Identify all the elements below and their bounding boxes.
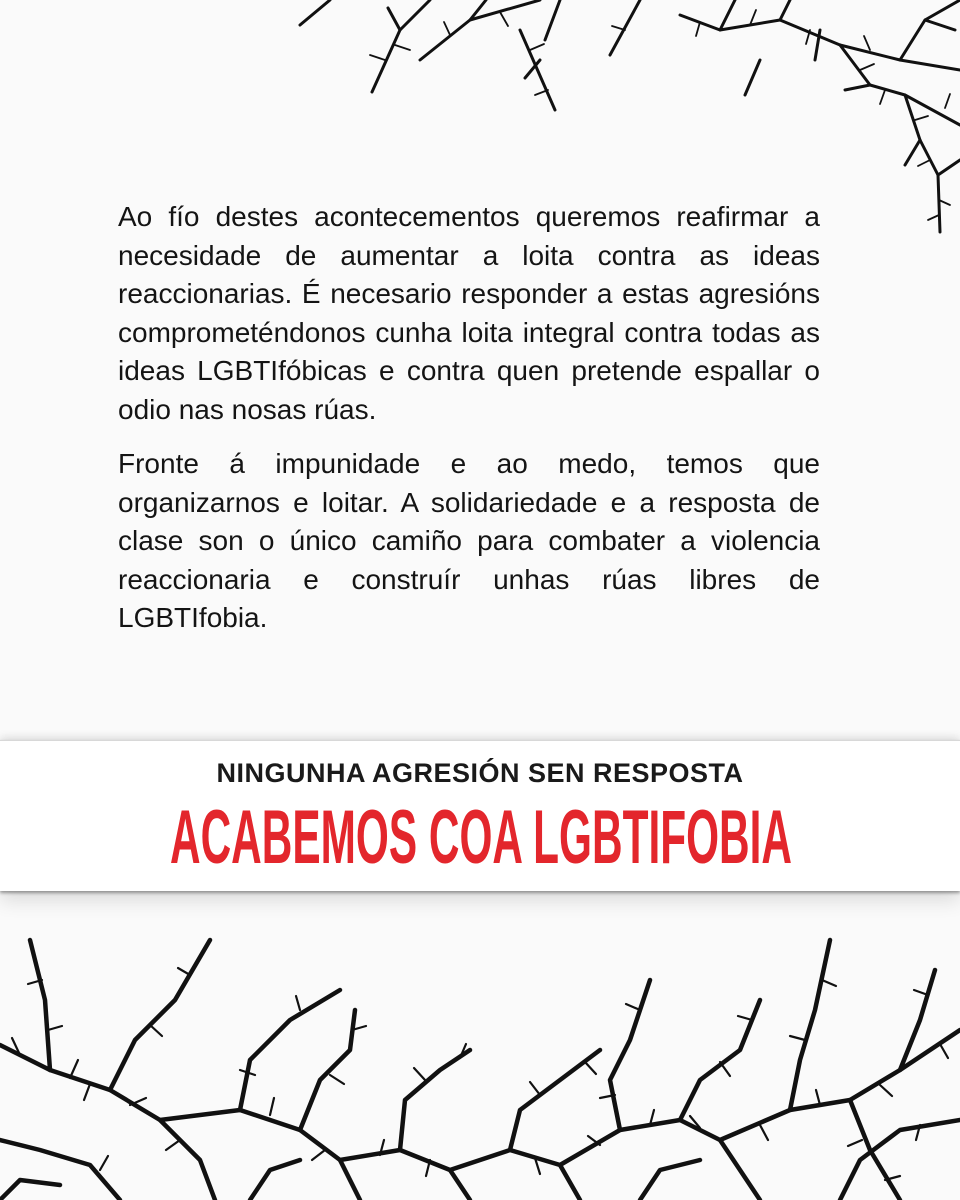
paragraph-1: Ao fío destes acontecementos queremos reafirmar a necesidade de aumentar a loita contra as ideas reaccionarias. É necesario responder a estas agresións comprometéndonos cunha loita integral contra todas as ideas LGBTIfóbicas e contra quen pretende espallar o odio nas nosas rúas. [118,201,820,425]
paragraph-2: Fronte á impunidade e ao medo, temos que organizarnos e loitar. A solidariedade e a resposta de clase son o único camiño para combater a violencia reaccionaria e construír unhas rúas libres de LGBTIfobia. [118,448,820,633]
body-text [118,198,820,654]
banner-title-text: ACABEMOS COA LGBTIFOBIA [170,803,792,869]
banner-title [170,803,792,869]
slogan-banner [0,740,960,891]
banner-subtitle: NINGUNHA AGRESIÓN SEN RESPOSTA [216,758,744,788]
